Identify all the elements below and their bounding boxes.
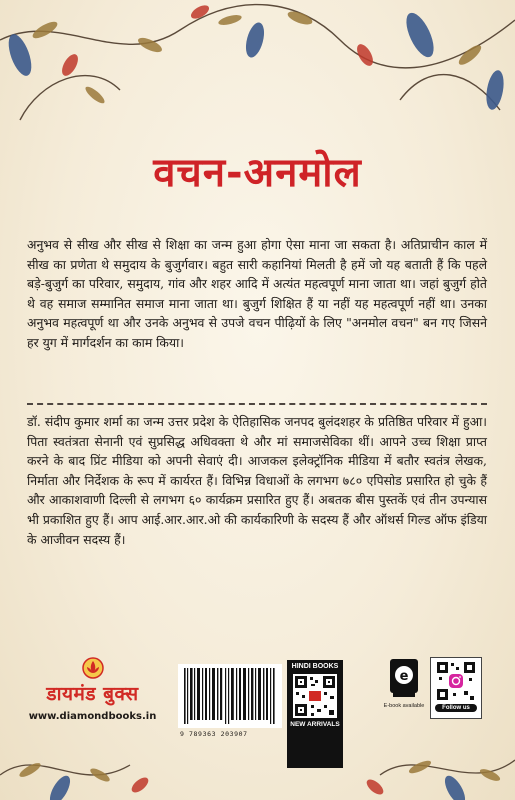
- ebook-label: E-book available: [383, 703, 425, 709]
- book-title: वचन-अनमोल: [153, 150, 362, 196]
- publisher-lotus-logo-icon: [82, 657, 104, 679]
- publisher-website[interactable]: www.diamondbooks.in: [28, 711, 157, 722]
- ebook-badge[interactable]: [382, 658, 426, 709]
- svg-text:e: e: [399, 669, 409, 684]
- follow-us-label: Follow us: [435, 704, 477, 712]
- instagram-icon[interactable]: [436, 661, 476, 701]
- author-bio: डॉ. संदीप कुमार शर्मा का जन्म उत्तर प्रदेश के ऐतिहासिक जनपद बुलंदशहर के प्रतिष्ठित परिवार में हुआ। पिता स्वतंत्रता सेनानी एवं सुप्रसिद्ध अधिवक्ता थे और मां समाजसेविका थीं। आपने उच्च शिक्षा प्राप्त करने के बाद प्रिंट मीडिया को अपनी सेवाएं दी। आजकल इलेक्ट्रॉनिक मीडिया में बतौर स्वतंत्र लेखक, निर्माता और निर्देशक के रूप में कार्यरत हैं। विभिन्न विधाओं के लगभग ७८० एपिसोड प्रसारित हो चुके हैं और आकाशवाणी दिल्ली से लगभग ६० कार्यक्रम प्रसारित हुए हैं। अबतक बीस पुस्तकें एवं तीन उपन्यास भी प्रकाशित हुए हैं। आप आई.आर.आर.ओ की कार्यकारिणी के सदस्य हैं और ऑथर्स गिल्ड ऑफ इंडिया के आजीवन सदस्य हैं।: [27, 414, 487, 547]
- ebook-icon: [389, 658, 419, 698]
- isbn-number: 9 789363 203907: [180, 730, 248, 738]
- book-description: अनुभव से सीख और सीख से शिक्षा का जन्म हुआ होगा ऐसा माना जा सकता है। अतिप्राचीन काल में सीख का प्रणेता थे समुदाय के बुजुर्गवार। बहुत सारी कहानियां मिलती है हमें जो यह बताती हैं कि पहले बड़े-बुजुर्ग का परिवार, समुदाय, गांव और शहर आदि में अत्यंत महत्वपूर्ण माना जाता था। जहां बुजुर्ग होते थे वह समाज सम्मानित समाज माना जाता था। बुजुर्ग शिक्षित हैं या नहीं यह महत्वपूर्ण नहीं था। उनका अनुभव महत्वपूर्ण था और उनके अनुभव से उपजे वचन पीढ़ियों के लिए "अनमोल वचन" बन गए जिसने हर युग में मार्गदर्शन का काम किया।: [27, 237, 487, 350]
- top-floral-ornament-icon: [0, 0, 515, 135]
- publisher-name: डायमंड बुक्स: [46, 683, 139, 705]
- bottom-floral-ornament-icon: [0, 705, 515, 800]
- hindi-books-label: HINDI BOOKS: [291, 663, 339, 670]
- new-arrivals-label: NEW ARRIVALS: [290, 721, 340, 728]
- dashed-divider: [27, 403, 487, 405]
